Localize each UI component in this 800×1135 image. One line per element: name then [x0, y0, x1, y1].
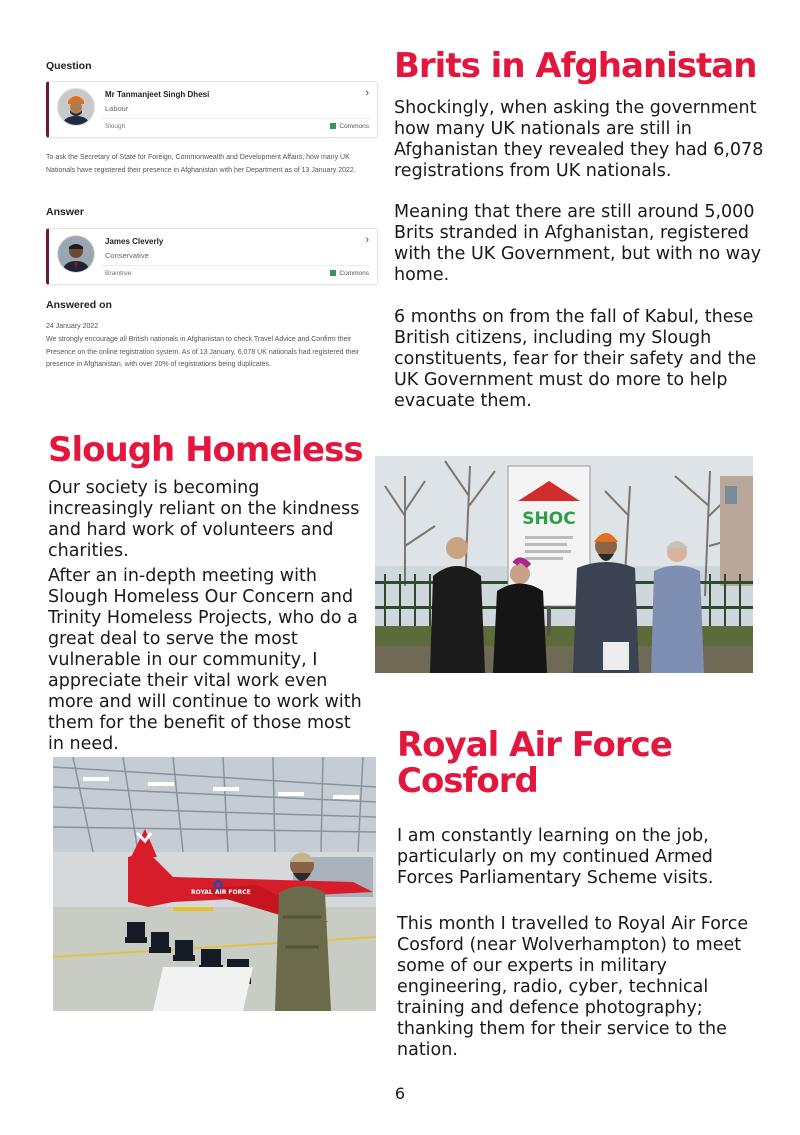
member-party: Conservative: [105, 251, 149, 260]
commons-icon: [330, 123, 336, 129]
aircraft-livery-text: ROYAL AIR FORCE: [191, 889, 251, 896]
question-heading: Question: [46, 60, 92, 72]
answered-on-heading: Answered on: [46, 299, 112, 311]
member-name: Mr Tanmanjeet Singh Dhesi: [105, 90, 210, 99]
card-divider: [101, 265, 371, 266]
member-avatar: [57, 235, 95, 273]
slough-paragraph-2: After an in-depth meeting with Slough Homeless Our Concern and Trinity Homeless Projects, who do a great deal to serve the most vulnerable in our community, I appreciate their vital work even more and will continue to work with them for the benefit of those most in need.: [48, 566, 362, 754]
house-badge: [330, 270, 369, 277]
answer-heading: Answer: [46, 206, 84, 218]
member-party: Labour: [105, 104, 129, 113]
house-label: Commons: [339, 270, 369, 277]
card-divider: [101, 118, 371, 119]
shoc-sign-text: SHOC: [522, 509, 576, 529]
raf-title: [397, 727, 672, 799]
page-number: 6: [394, 1084, 406, 1103]
house-label: Commons: [339, 123, 369, 130]
house-badge: [330, 123, 369, 130]
answer-member-card[interactable]: [46, 228, 378, 285]
member-avatar: [57, 88, 95, 126]
commons-icon: [330, 270, 336, 276]
question-member-card[interactable]: [46, 81, 378, 138]
shoc-meeting-photo: [375, 456, 753, 673]
afghanistan-paragraph-2: Meaning that there are still around 5,000 Brits stranded in Afghanistan, registered with the UK Government, but with no way home.: [394, 202, 762, 285]
question-text: To ask the Secretary of State for Foreign, Commonwealth and Development Affairs, how many UK Nationals have registered their presence in Afghanistan with her Department as of 13 January 2022.: [46, 154, 356, 174]
member-name: James Cleverly: [105, 237, 164, 246]
chevron-right-icon[interactable]: ›: [365, 87, 369, 99]
raf-cosford-hangar-photo: [53, 757, 376, 1011]
afghanistan-paragraph-3: 6 months on from the fall of Kabul, these British citizens, including my Slough constituents, fear for their safety and the UK Government must do more to help evacuate them.: [394, 307, 757, 411]
slough-title: Slough Homeless: [48, 430, 363, 470]
slough-paragraph-1: Our society is becoming increasingly reliant on the kindness and hard work of volunteers and charities.: [48, 478, 360, 561]
answer-text: We strongly encourage all British nationals in Afghanistan to check Travel Advice and Confirm their Presence on the online registration system. As of 13 January, 6,078 UK nationals had registered their presence in Afghanistan, with over 20% of registrations being duplicates.: [46, 336, 360, 368]
chevron-right-icon[interactable]: ›: [365, 234, 369, 246]
member-constituency: Slough: [105, 123, 126, 130]
answered-date: 24 January 2022: [46, 323, 99, 330]
afghanistan-title: Brits in Afghanistan: [394, 46, 757, 86]
parliamentary-question-panel: [40, 55, 376, 375]
member-constituency: Braintree: [105, 270, 132, 277]
raf-title-line-2: Cosford: [397, 761, 538, 801]
raf-paragraph-1: I am constantly learning on the job, particularly on my continued Armed Forces Parliamentary Scheme visits.: [397, 826, 714, 888]
raf-paragraph-2: This month I travelled to Royal Air Force Cosford (near Wolverhampton) to meet some of our experts in military engineering, radio, cyber, technical training and defence photography; thanking them for their service to the nation.: [397, 914, 749, 1060]
afghanistan-paragraph-1: Shockingly, when asking the government how many UK nationals are still in Afghanistan they revealed they had 6,078 registrations from UK nationals.: [394, 98, 764, 181]
raf-title-line-1: Royal Air Force: [397, 725, 672, 765]
